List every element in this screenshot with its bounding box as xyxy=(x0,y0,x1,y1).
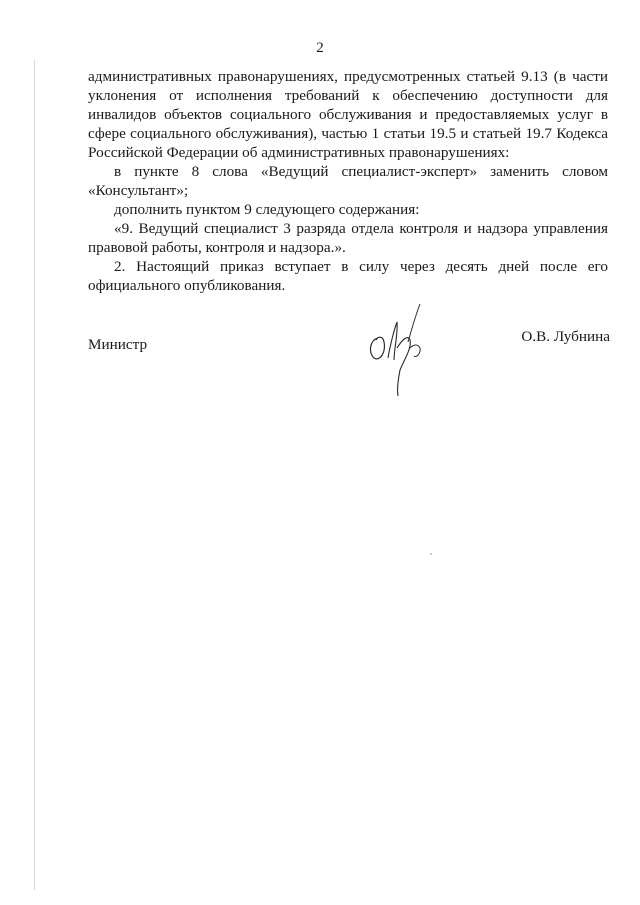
signer-title: Министр xyxy=(88,336,148,353)
scan-speck xyxy=(430,553,432,555)
paragraph-item-9-text: «9. Ведущий специалист 3 разряда отдела контроля и надзора управления правовой работы, контроля и надзора.». xyxy=(88,220,608,256)
signature-block xyxy=(88,300,610,410)
page-number: 2 xyxy=(316,40,324,56)
handwritten-signature xyxy=(364,300,434,400)
signer-name: О.В. Лубнина xyxy=(521,328,610,345)
page-left-edge xyxy=(34,60,35,890)
paragraph-continuation: административных правонарушениях, предусмотренных статьей 9.13 (в части уклонения от исполнения требований к обеспечению доступности для инвалидов объектов социального обслуживания и предоставляемых услуг в сфере социального обслуживания), частью 1 статьи 19.5 и статьей 19.7 Кодекса Российской Федерации об административных правонарушениях: xyxy=(88,68,608,161)
paragraph-add-item-9: дополнить пунктом 9 следующего содержания: xyxy=(114,201,420,218)
paragraph-effective-date: 2. Настоящий приказ вступает в силу через десять дней после его официального опубликования. xyxy=(88,258,608,294)
paragraph-amendment-item-8: в пункте 8 слова «Ведущий специалист-эксперт» заменить словом «Консультант»; xyxy=(88,163,608,199)
document-body xyxy=(88,67,608,295)
